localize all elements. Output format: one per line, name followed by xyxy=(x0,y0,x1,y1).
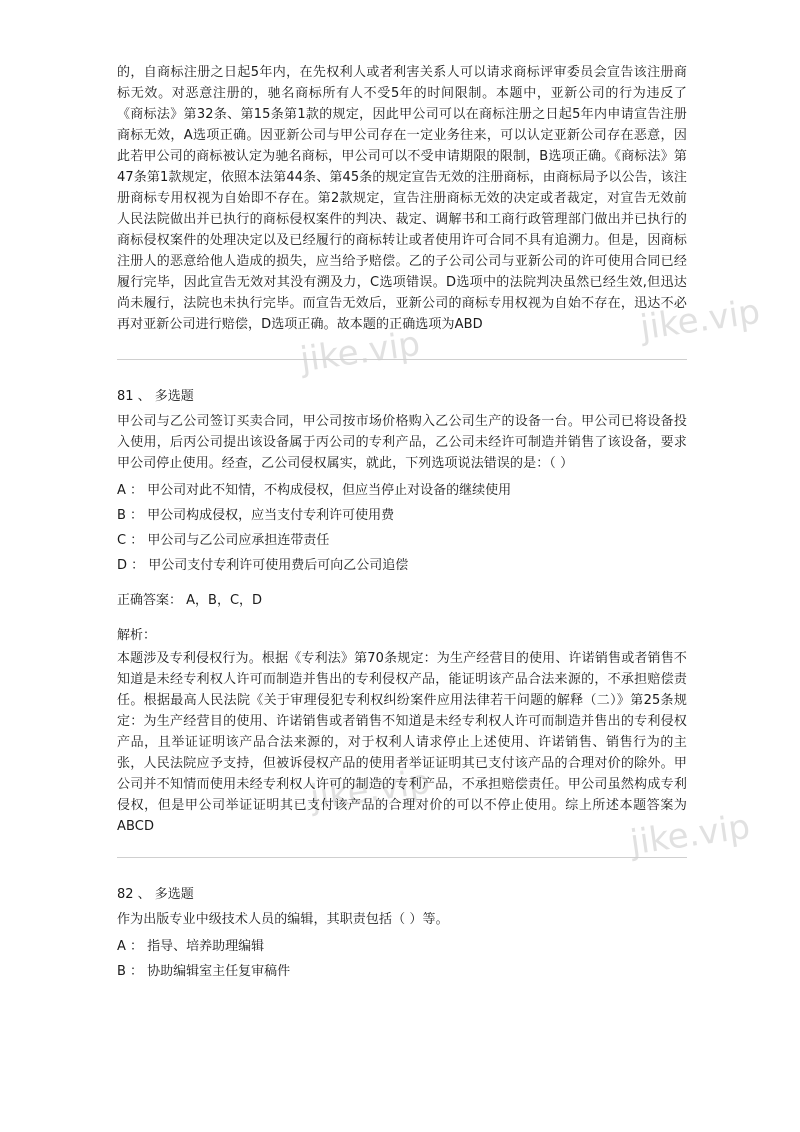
analysis-text: 本题涉及专利侵权行为。根据《专利法》第70条规定：为生产经营目的使用、许诺销售或者销售不知道是未经专利权人许可而制造并售出的专利侵权产品，能证明该产品合法来源的，不承担赔偿责任。根据最高人民法院《关于审理侵犯专利权纠纷案件应用法律若干问题的解释（二）》第25条规定：为生产经营目的使用、许诺销售或者销售不知道是未经专利权人许可而制造并售出的专利侵权产品，且举证证明该产品合法来源的，对于权利人请求停止上述使用、许诺销售、销售行为的主张，人民法院应予支持，但被诉侵权产品的使用者举证证明其已支付该产品的合理对价的除外。甲公司并不知情而使用未经专利权人许可的制造的专利产品，不承担赔偿责任。甲公司虽然构成专利侵权，但是甲公司举证证明其已支付该产品的合理对价的可以不停止使用。综上所述本题答案为ABCD xyxy=(117,651,687,834)
question-81 xyxy=(117,386,687,837)
question-header: 81 、 多选题 xyxy=(117,389,194,404)
watermark: jike.vip xyxy=(637,291,763,349)
correct-answer: 正确答案： A，B，C，D xyxy=(117,593,263,608)
question-82 xyxy=(117,884,687,982)
document-page xyxy=(117,62,687,982)
option-a: A ： 甲公司对此不知情，不构成侵权，但应当停止对设备的继续使用 xyxy=(117,483,512,498)
watermark: jike.vip xyxy=(627,806,753,864)
watermark: jike.vip xyxy=(297,323,423,381)
question-header: 82 、 多选题 xyxy=(117,887,194,902)
option-c: C ： 甲公司与乙公司应承担连带责任 xyxy=(117,533,330,548)
previous-question-explanation: 的，自商标注册之日起5年内，在先权利人或者利害关系人可以请求商标评审委员会宣告该注册商标无效。对恶意注册的，驰名商标所有人不受5年的时间限制。本题中，亚新公司的行为违反了《商标法》第32条、第15条第1款的规定，因此甲公司可以在商标注册之日起5年内申请宣告注册商标无效，A选项正确。因亚新公司与甲公司存在一定业务往来，可以认定亚新公司存在恶意，因此若甲公司的商标被认定为驰名商标，甲公司可以不受申请期限的限制，B选项正确。《商标法》第47条第1款规定，依照本法第44条、第45条的规定宣告无效的注册商标，由商标局予以公告，该注册商标专用权视为自始即不存在。第2款规定，宣告注册商标无效的决定或者裁定，对宣告无效前人民法院做出并已执行的商标侵权案件的判决、裁定、调解书和工商行政管理部门做出并已执行的商标侵权案件的处理决定以及已经履行的商标转让或者使用许可合同不具有追溯力。但是，因商标注册人的恶意给他人造成的损失，应当给予赔偿。乙的子公司公司与亚新公司的许可使用合同已经履行完毕，因此宣告无效对其没有溯及力，C选项错误。D选项中的法院判决虽然已经生效,但迅达尚未履行，法院也未执行完毕。而宣告无效后，亚新公司的商标专用权视为自始不存在，迅达不必再对亚新公司进行赔偿，D选项正确。故本题的正确选项为ABD xyxy=(117,65,687,332)
option-a: A ： 指导、培养助理编辑 xyxy=(117,939,265,954)
option-b: B ： 协助编辑室主任复审稿件 xyxy=(117,964,291,979)
analysis-label: 解析： xyxy=(117,628,157,643)
watermark: jike.vip xyxy=(307,761,433,819)
question-stem: 作为出版专业中级技术人员的编辑，其职责包括（ ）等。 xyxy=(117,912,449,927)
option-b: B ： 甲公司构成侵权，应当支付专利许可使用费 xyxy=(117,508,395,523)
question-stem: 甲公司与乙公司签订买卖合同，甲公司按市场价格购入乙公司生产的设备一台。甲公司已将设备投入使用，后丙公司提出该设备属于丙公司的专利产品，乙公司未经许可制造并销售了该设备，要求甲公司停止使用。经查，乙公司侵权属实，就此，下列选项说法错误的是：（ ） xyxy=(117,414,687,471)
option-d: D ： 甲公司支付专利许可使用费后可向乙公司追偿 xyxy=(117,558,409,573)
